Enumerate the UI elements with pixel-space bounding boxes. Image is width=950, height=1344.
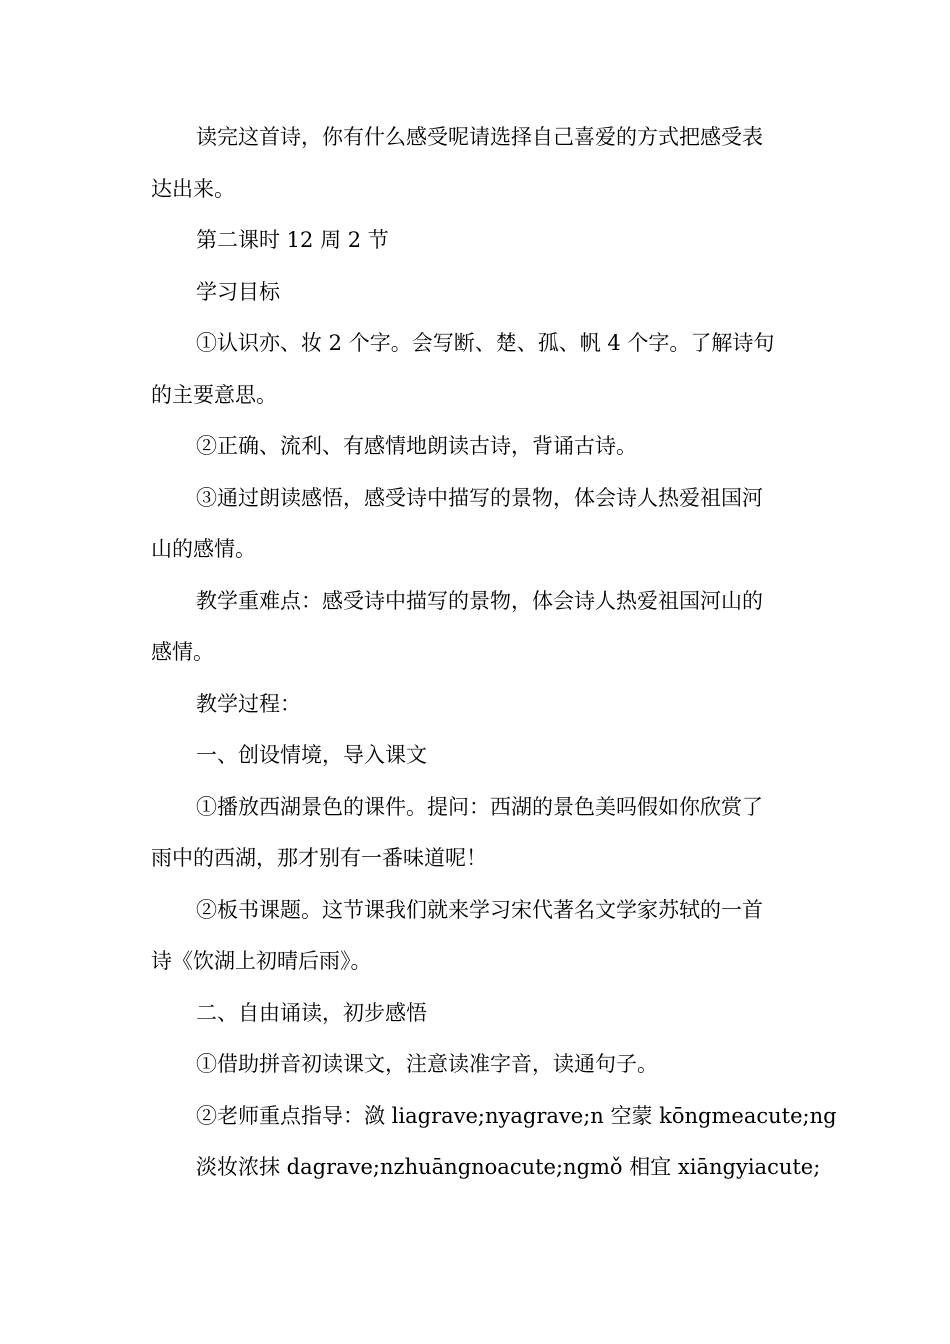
document-body — [151, 112, 837, 1194]
list-item — [151, 318, 803, 421]
list-item — [151, 421, 803, 473]
text-line: 读完这首诗，你有什么感受呢请选择自己喜爱的方式把感受表 — [196, 125, 763, 149]
section-heading — [151, 988, 803, 1040]
text-line: 教学重难点：感受诗中描写的景物，体会诗人热爱祖国河山的 — [196, 588, 763, 613]
text-line: 山的感情。 — [151, 537, 256, 561]
section-heading — [151, 267, 803, 319]
text-line: 雨中的西湖，那才别有一番味道呢！ — [151, 846, 487, 870]
text-line: 的主要意思。 — [151, 382, 277, 407]
section-heading — [151, 679, 803, 731]
text-line: 一、创设情境，导入课文 — [196, 743, 427, 767]
text-line: ②板书课题。这节课我们就来学习宋代著名文学家苏轼的一首 — [196, 897, 763, 922]
text-line: 第二课时 12 周 2 节 — [196, 228, 389, 252]
paragraph — [151, 1142, 821, 1194]
paragraph — [151, 112, 803, 215]
paragraph — [151, 576, 803, 679]
text-line: ②正确、流利、有感情地朗读古诗，背诵古诗。 — [196, 434, 637, 458]
text-line: 感情。 — [151, 640, 214, 664]
section-heading — [151, 730, 803, 782]
text-line: 学习目标 — [196, 279, 280, 304]
text-line: 诗《饮湖上初晴后雨》。 — [151, 949, 372, 973]
paragraph — [151, 215, 803, 267]
list-item — [151, 1091, 837, 1143]
text-line: ①播放西湖景色的课件。提问：西湖的景色美吗假如你欣赏了 — [196, 794, 763, 819]
list-item — [151, 473, 803, 576]
list-item — [151, 782, 803, 885]
text-line: 二、自由诵读，初步感悟 — [196, 1000, 427, 1025]
text-line: ③通过朗读感悟，感受诗中描写的景物，体会诗人热爱祖国河 — [196, 485, 763, 510]
list-item — [151, 885, 803, 988]
text-line: ①借助拼音初读课文，注意读准字音，读通句子。 — [196, 1052, 658, 1076]
text-line: 淡妆浓抹 dagrave;nzhuāngnoacute;ngmǒ 相宜 xiāngyiacute; — [196, 1155, 821, 1179]
text-line: 教学过程： — [196, 691, 301, 716]
list-item — [151, 1039, 803, 1091]
text-line: 达出来。 — [151, 176, 235, 201]
text-line: ②老师重点指导：潋 liagrave;nyagrave;n 空蒙 kōngmeacute;ng — [196, 1103, 837, 1128]
text-line: ①认识亦、妆 2 个字。会写断、楚、孤、帆 4 个字。了解诗句 — [196, 331, 775, 355]
